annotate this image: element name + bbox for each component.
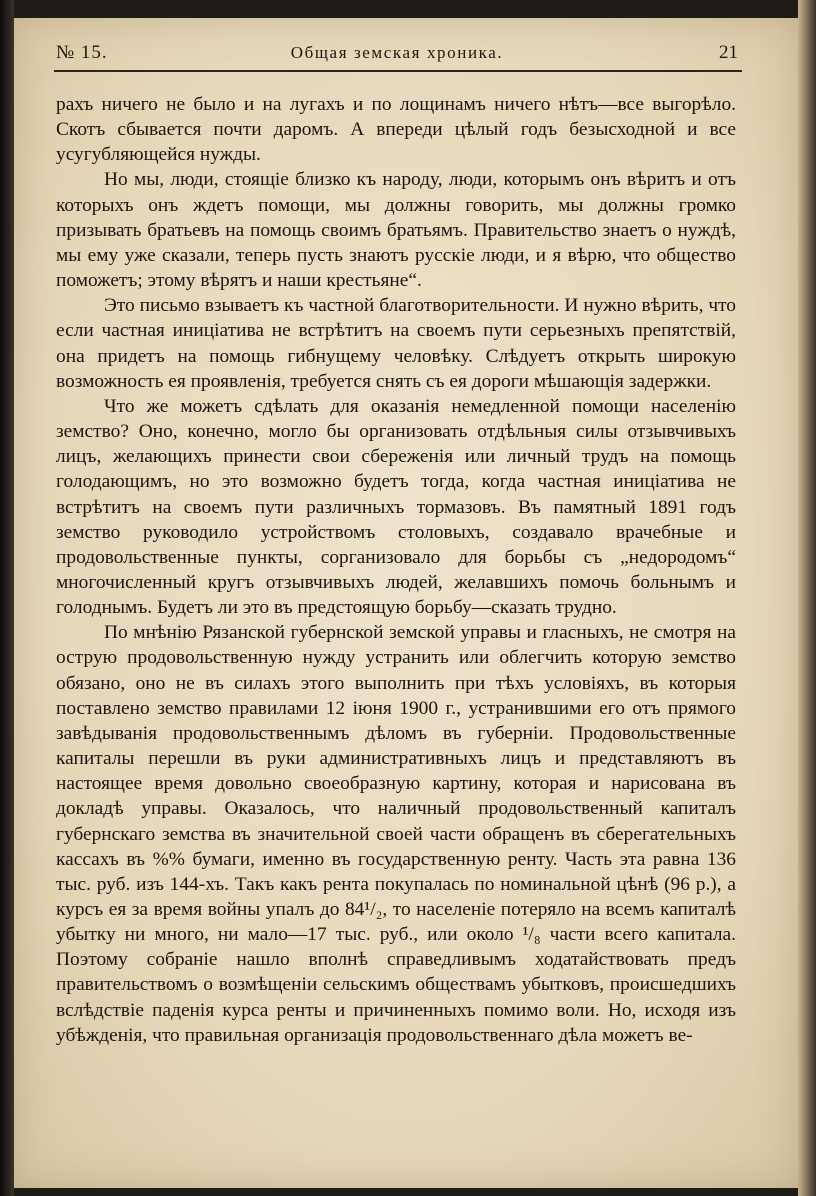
running-header <box>56 42 738 70</box>
running-title: Общая земская хроника. <box>290 43 504 62</box>
paragraph: Это письмо взываетъ къ частной благотворительности. И нужно вѣрить, что если частная иниціатива не встрѣтитъ на своемъ пути серьезныхъ препятствій, она придетъ на помощь гибнущему человѣку. Слѣдуетъ открыть широкую возможность ея проявленія, требуется снять съ ея дороги мѣшающія задержки. <box>56 295 736 392</box>
article-body <box>56 92 736 1048</box>
book-spine-shadow <box>0 0 14 1196</box>
header-rule <box>54 70 742 72</box>
issue-number: № 15. <box>56 42 108 63</box>
paragraph-continuation: рахъ ничего не было и на лугахъ и по лощинамъ ничего нѣтъ—все выгорѣло. Скотъ сбывается почти даромъ. А впереди цѣлый годъ безысходной и все усугубляющейся нужды. <box>56 94 736 166</box>
paragraph: По мнѣнію Рязанской губернской земской управы и гласныхъ, не смотря на острую продовольственную нужду устранить или облегчить которую земство обязано, оно не въ силахъ этого выполнить при тѣхъ условіяхъ, въ которыя поставлено земство правилами 12 іюня 1900 г., устранившими его отъ прямого завѣдыванія продовольственнымъ дѣломъ въ губерніи. Продовольственные капиталы перешли въ руки административныхъ лицъ и представляютъ въ настоящее время довольно своеобразную картину, которая и нарисована въ докладѣ управы. Оказалось, что наличный продовольственный капиталъ губернскаго земства въ значительной своей части обращенъ въ сберегательныхъ кассахъ въ %% бумаги, именно въ государственную ренту. Часть эта равна 136 тыс. руб. изъ 144-хъ. Такъ какъ рента покупалась по номинальной цѣнѣ (96 р.), а курсъ ея за время войны упалъ до 84¹/₂, то населеніе потеряло на всемъ капиталѣ убытку ни много, ни мало—17 тыс. руб., или около ¹/₈ части всего капитала. Поэтому собраніе нашло вполнѣ справедливымъ ходатайствовать предъ правительствомъ о возмѣщеніи сельскимъ обществамъ убытковъ, происшедшихъ вслѣдствіе паденія курса ренты и причиненныхъ помимо воли. Но, исходя изъ убѣжденія, что правильная организація продовольственнаго дѣла можетъ ве- <box>56 622 736 1046</box>
paragraph: Но мы, люди, стоящіе близко къ народу, люди, которымъ онъ вѣритъ и отъ которыхъ онъ ждетъ помощи, мы должны говорить, мы должны громко призывать братьевъ на помощь своимъ братьямъ. Правительство знаетъ о нуждѣ, мы ему уже сказали, теперь пусть знаютъ русскіе люди, и я вѣрю, что общество поможетъ; этому вѣрятъ и наши крестьяне“. <box>56 169 736 292</box>
page-number: 21 <box>719 42 738 63</box>
paragraph: Что же можетъ сдѣлать для оказанія немедленной помощи населенію земство? Оно, конечно, могло бы организовать отдѣльныя силы отзывчивыхъ лицъ, желающихъ принести свои сбереженія или личный трудъ на помощь голодающимъ, но это возможно будетъ тогда, когда частная иниціатива не встрѣтитъ на своемъ пути различныхъ тормазовъ. Въ памятный 1891 годъ земство руководило устройствомъ столовыхъ, создавало врачебные и продовольственные пункты, сорганизовало для борьбы съ „недородомъ“ многочисленный кругъ отзывчивыхъ людей, желавшихъ помочь больнымъ и голоднымъ. Будетъ ли это въ предстоящую борьбу—сказать трудно. <box>56 395 736 619</box>
page-edge-shadow <box>798 0 816 1196</box>
